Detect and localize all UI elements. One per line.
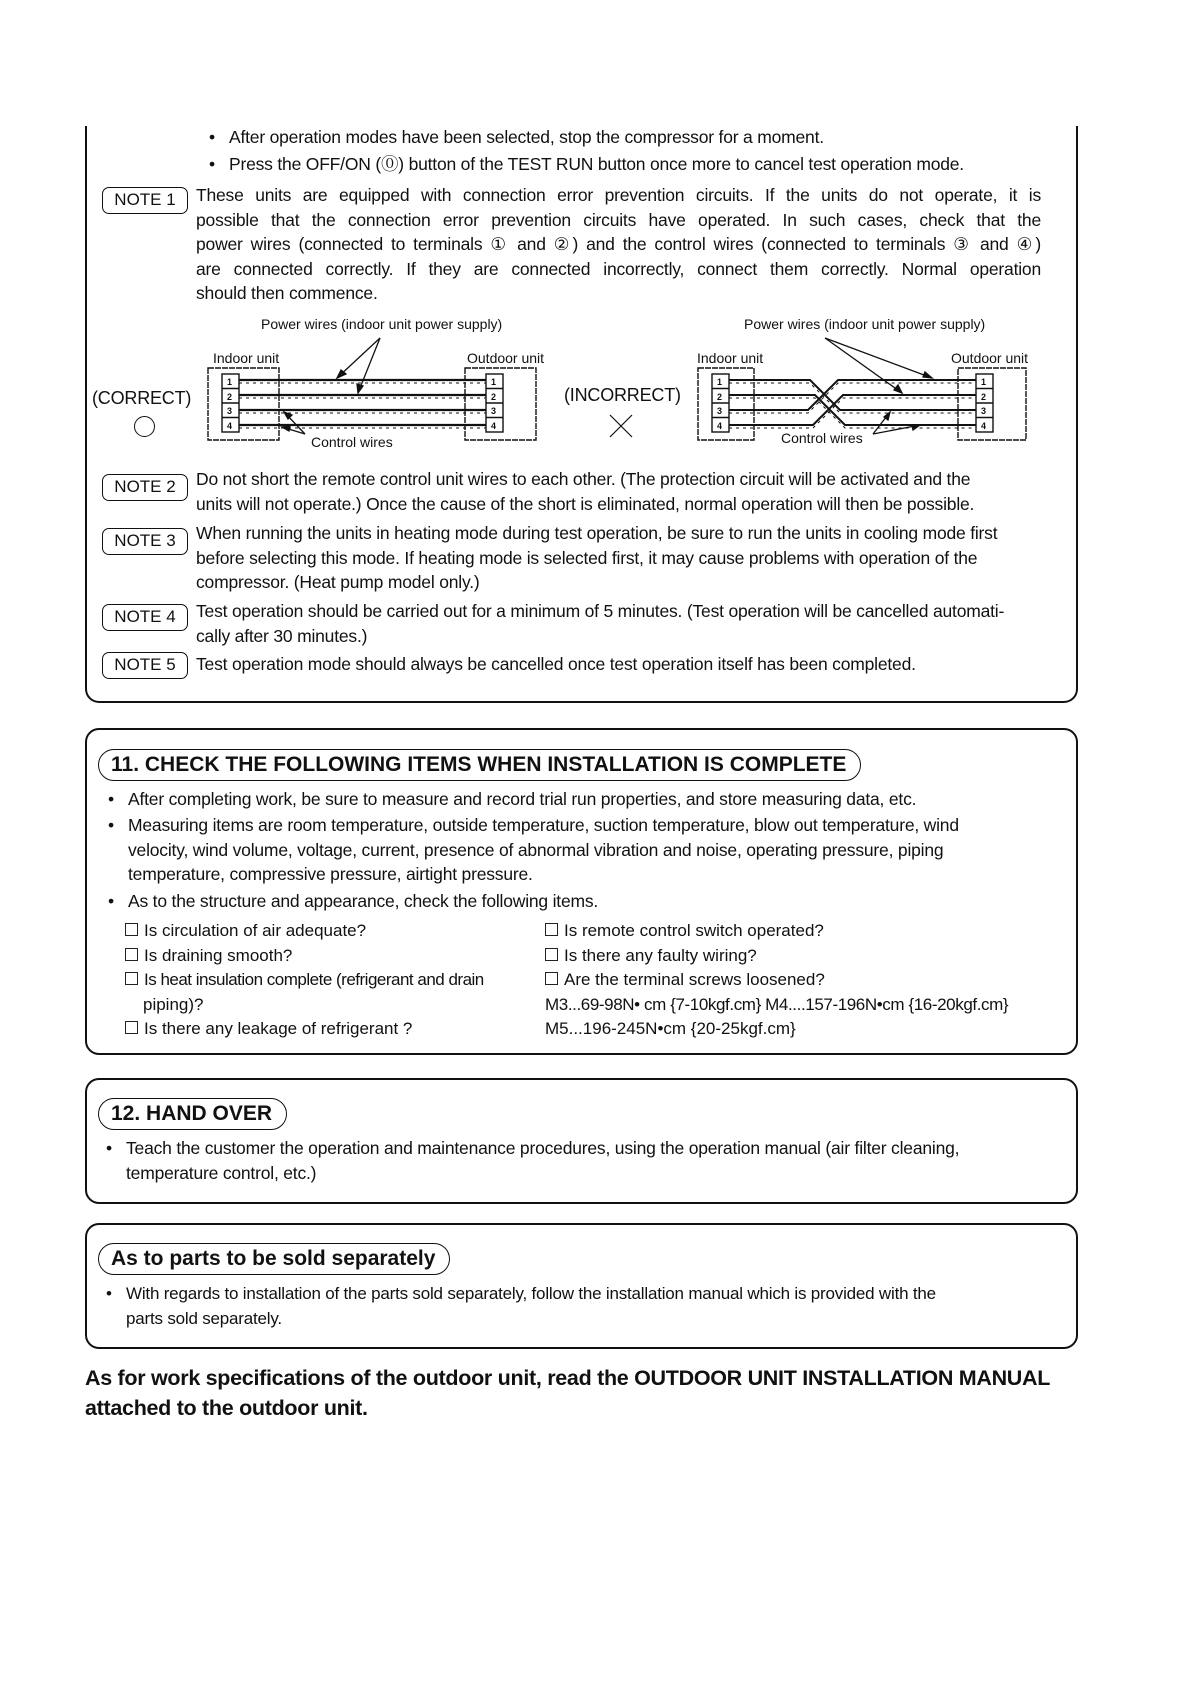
checkbox[interactable] (125, 972, 138, 985)
checklist-label: Is there any leakage of refrigerant ? (144, 1019, 413, 1038)
checklist-item-heat-insulation[interactable] (125, 968, 484, 993)
bullet-line: • After completing work, be sure to measure and record trial run properties, and store measuring data, etc. (128, 789, 917, 809)
incorrect-power-wires-label: Power wires (indoor unit power supply) (744, 316, 986, 332)
checklist-item-remote-switch[interactable] (545, 919, 824, 944)
bullet-line: • As to the structure and appearance, check the following items. (128, 891, 599, 911)
checklist-label: Is draining smooth? (144, 946, 293, 965)
note-3-line: compressor. (Heat pump model only.) (196, 572, 480, 592)
svg-text:2: 2 (227, 392, 233, 402)
torque-text: M5...196-245N•cm {20-25kgf.cm} (545, 1019, 796, 1038)
section-11-bullet (128, 787, 1058, 812)
note-4-text (196, 599, 1066, 648)
correct-label: (CORRECT) (92, 388, 192, 408)
svg-text:1: 1 (491, 377, 497, 387)
note-2-line: units will not operate.) Once the cause of the short is eliminated, normal operation will then be possible. (196, 493, 975, 514)
svg-text:3: 3 (227, 406, 233, 416)
svg-text:4: 4 (717, 421, 723, 431)
correct-outdoor-label: Outdoor unit (467, 350, 545, 366)
note-2-tag: NOTE 2 (102, 474, 188, 501)
incorrect-control-wires-label: Control wires (781, 430, 863, 446)
checklist-label: Is remote control switch operated? (564, 921, 824, 940)
checkbox[interactable] (545, 948, 558, 961)
bullet-line: • Measuring items are room temperature, outside temperature, suction temperature, blow out temperature, wind (128, 815, 959, 835)
note-4-line: cally after 30 minutes.) (196, 625, 368, 646)
note-4-line: Test operation should be carried out for a minimum of 5 minutes. (Test operation will be cancelled automati- (196, 601, 1005, 621)
note-2-line: Do not short the remote control unit wires to each other. (The protection circuit will be activated and the (196, 469, 971, 489)
note-1-tag: NOTE 1 (102, 187, 188, 214)
note-3-line: before selecting this mode. If heating mode is selected first, it may cause problems with operation of the (196, 547, 978, 568)
note-5-tag: NOTE 5 (102, 652, 188, 679)
bullet-line: parts sold separately. (126, 1308, 282, 1328)
note-1-line: power wires (connected to terminals ① and ②) and the control wires (connected to terminals ③ and ④) (196, 234, 1042, 254)
checklist-item-terminal-screws[interactable] (545, 968, 825, 993)
section-12-heading: 12. HAND OVER (98, 1098, 287, 1130)
correct-control-wires-label: Control wires (311, 434, 393, 450)
svg-text:2: 2 (491, 392, 497, 402)
svg-text:2: 2 (717, 392, 723, 402)
bullet-line: temperature, compressive pressure, airtight pressure. (128, 864, 533, 884)
note-3-tag: NOTE 3 (102, 528, 188, 555)
note-3-line: When running the units in heating mode during test operation, be sure to run the units in cooling mode first (196, 523, 998, 543)
note-2-text (196, 467, 1066, 516)
checklist-label: piping)? (143, 995, 204, 1014)
section-11-bullet (128, 813, 1058, 887)
svg-text:1: 1 (227, 377, 233, 387)
note-1-text (196, 183, 1041, 306)
incorrect-indoor-label: Indoor unit (697, 350, 764, 366)
torque-text: M3...69-98N• cm {7-10kgf.cm} M4....157-196N•cm {16-20kgf.cm} (545, 995, 1009, 1014)
notice-line: As for work specifications of the outdoor unit, read the OUTDOOR UNIT INSTALLATION MANUAL (85, 1366, 1051, 1390)
svg-text:1: 1 (981, 377, 987, 387)
note-4-tag: NOTE 4 (102, 604, 188, 631)
parts-bullet (126, 1282, 1056, 1331)
note-5-line: Test operation mode should always be cancelled once test operation itself has been completed. (196, 654, 916, 674)
checklist-label: Is circulation of air adequate? (144, 921, 367, 940)
checklist-item-faulty-wiring[interactable] (545, 944, 757, 969)
svg-text:1: 1 (717, 377, 723, 387)
correct-indoor-label: Indoor unit (213, 350, 280, 366)
checklist-label: Are the terminal screws loosened? (564, 970, 825, 989)
notice-line: attached to the outdoor unit. (85, 1396, 368, 1420)
parts-heading: As to parts to be sold separately (98, 1243, 450, 1275)
note-5-text (196, 652, 1066, 677)
correct-wiring-diagram (200, 362, 540, 442)
incorrect-wiring-diagram (690, 362, 1030, 442)
section-11-heading: 11. CHECK THE FOLLOWING ITEMS WHEN INSTALLATION IS COMPLETE (98, 749, 861, 781)
torque-spec-m3-m4 (545, 993, 1008, 1018)
checkbox[interactable] (125, 948, 138, 961)
torque-spec-m5 (545, 1017, 796, 1042)
svg-text:4: 4 (491, 421, 497, 431)
checkbox[interactable] (545, 923, 558, 936)
checkbox[interactable] (125, 923, 138, 936)
note-1-line: possible that the connection error prevention circuits have operated. In such cases, check that the (196, 209, 1041, 230)
incorrect-label: (INCORRECT) (564, 385, 681, 405)
outdoor-unit-notice (85, 1363, 1050, 1423)
incorrect-outdoor-label: Outdoor unit (951, 350, 1029, 366)
svg-text:4: 4 (981, 421, 987, 431)
checklist-label: Is heat insulation complete (refrigerant and drain (144, 970, 484, 989)
checklist-item-air-circulation[interactable] (125, 919, 366, 944)
incorrect-cross-icon (609, 414, 633, 438)
bullet-line: velocity, wind volume, voltage, current, presence of abnormal vibration and noise, operating pressure, piping (128, 839, 944, 860)
note-1-line: These units are equipped with connection error prevention circuits. If the units do not operate, it is (196, 185, 1041, 205)
checklist-item-heat-insulation-cont (143, 993, 204, 1018)
checklist-item-draining[interactable] (125, 944, 292, 969)
checklist-item-refrigerant-leakage[interactable] (125, 1017, 412, 1042)
bullet-line: • With regards to installation of the parts sold separately, follow the installation manual which is provided with the (126, 1284, 936, 1303)
svg-text:4: 4 (227, 421, 233, 431)
checklist-label: Is there any faulty wiring? (564, 946, 757, 965)
bullet-cancel-test-mode: • Press the OFF/ON (⓪) button of the TEST RUN button once more to cancel test operation mode. (229, 152, 964, 177)
note-3-text (196, 521, 1066, 595)
svg-text:3: 3 (491, 406, 497, 416)
bullet-stop-compressor: • After operation modes have been selected, stop the compressor for a moment. (229, 125, 824, 150)
section-11-bullet (128, 889, 1058, 914)
svg-text:2: 2 (981, 392, 987, 402)
correct-circle-icon (134, 416, 155, 437)
checkbox[interactable] (545, 972, 558, 985)
note-1-line: should then commence. (196, 283, 378, 303)
section-12-bullet (126, 1136, 1056, 1185)
bullet-line: • Teach the customer the operation and maintenance procedures, using the operation manual (air filter cleaning, (126, 1138, 960, 1158)
svg-text:3: 3 (717, 406, 723, 416)
checkbox[interactable] (125, 1021, 138, 1034)
bullet-line: temperature control, etc.) (126, 1162, 317, 1183)
correct-power-wires-label: Power wires (indoor unit power supply) (261, 316, 503, 332)
svg-text:3: 3 (981, 406, 987, 416)
note-1-line: are connected correctly. If they are connected incorrectly, connect them correctly. Normal operation (196, 258, 1041, 279)
